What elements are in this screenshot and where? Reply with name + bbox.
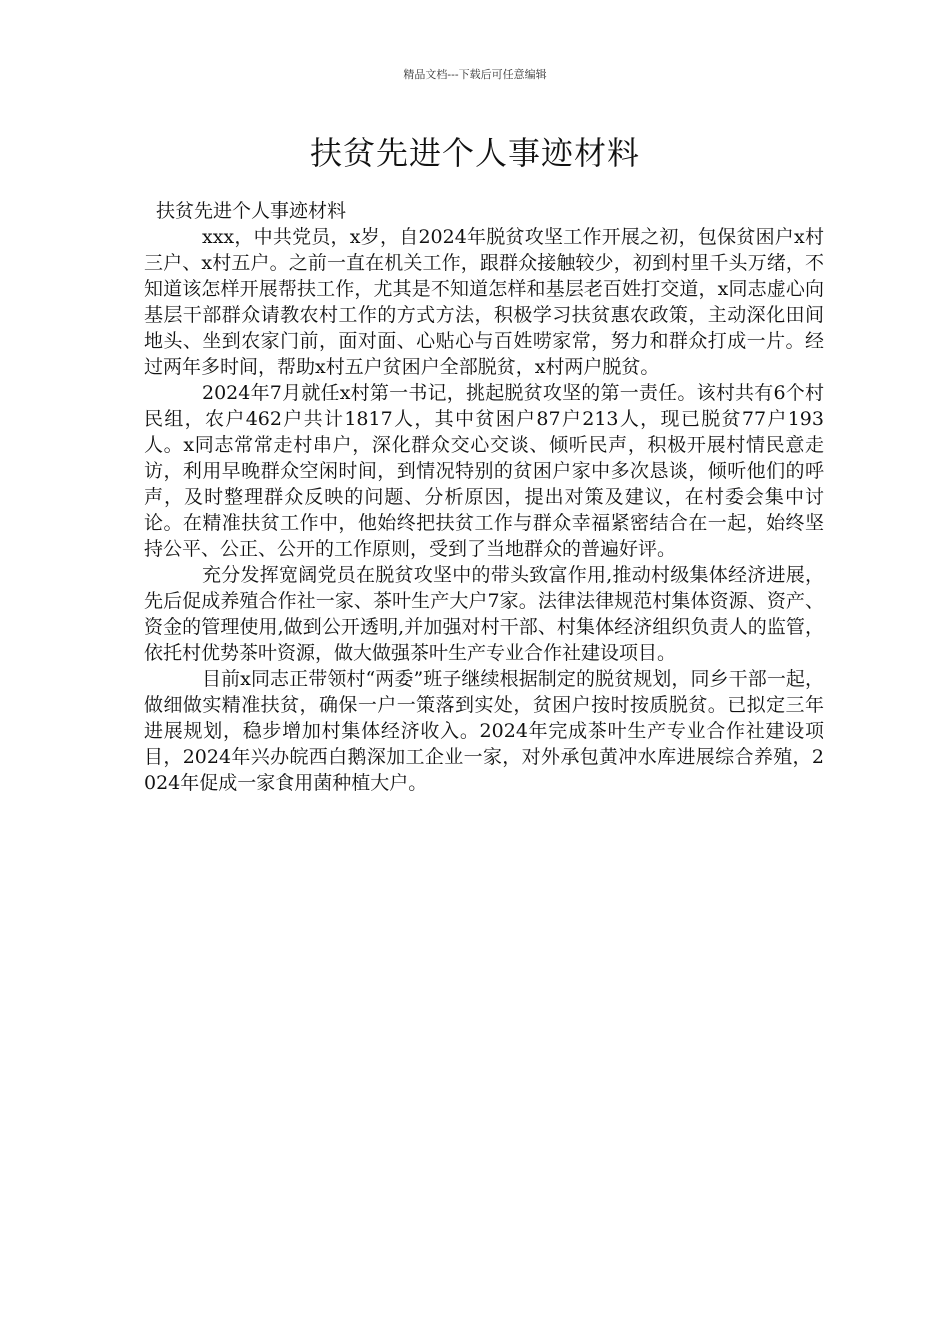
document-body: [144, 198, 824, 796]
document-subtitle: 扶贫先进个人事迹材料: [156, 200, 347, 222]
paragraph-3: 充分发挥宽阔党员在脱贫攻坚中的带头致富作用,推动村级集体经济进展，先后促成养殖合作社一家、茶叶生产大户7家。法律法律规范村集体资源、资产、资金的管理使用,做到公开透明,并加强对村干部、村集体经济组织负责人的监管，依托村优势茶叶资源，做大做强茶叶生产专业合作社建设项目。: [144, 564, 824, 664]
page-header-note: 精品文档---下载后可任意编辑: [403, 68, 547, 81]
paragraph-2: 2024年7月就任x村第一书记，挑起脱贫攻坚的第一责任。该村共有6个村民组，农户462户共计1817人，其中贫困户87户213人，现已脱贫77户193人。x同志常常走村串户，深化群众交心交谈、倾听民声，积极开展村情民意走访，利用早晚群众空闲时间，到情况特别的贫困户家中多次恳谈，倾听他们的呼声，及时整理群众反映的问题、分析原因，提出对策及建议，在村委会集中讨论。在精准扶贫工作中，他始终把扶贫工作与群众幸福紧密结合在一起，始终坚持公平、公正、公开的工作原则，受到了当地群众的普遍好评。: [144, 382, 824, 560]
document-title: 扶贫先进个人事迹材料: [309, 134, 640, 172]
paragraph-4: 目前x同志正带领村“两委”班子继续根据制定的脱贫规划，同乡干部一起，做细做实精准扶贫，确保一户一策落到实处，贫困户按时按质脱贫。已拟定三年进展规划，稳步增加村集体经济收入。2024年完成茶叶生产专业合作社建设项目，2024年兴办皖西白鹅深加工企业一家，对外承包黄冲水库进展综合养殖，2024年促成一家食用菌种植大户。: [144, 668, 824, 794]
paragraph-1: xxx，中共党员，x岁，自2024年脱贫攻坚工作开展之初，包保贫困户x村三户、x村五户。之前一直在机关工作，跟群众接触较少，初到村里千头万绪，不知道该怎样开展帮扶工作，尤其是不知道怎样和基层老百姓打交道，x同志虚心向基层干部群众请教农村工作的方式方法，积极学习扶贫惠农政策，主动深化田间地头、坐到农家门前，面对面、心贴心与百姓唠家常，努力和群众打成一片。经过两年多时间，帮助x村五户贫困户全部脱贫，x村两户脱贫。: [144, 226, 824, 378]
